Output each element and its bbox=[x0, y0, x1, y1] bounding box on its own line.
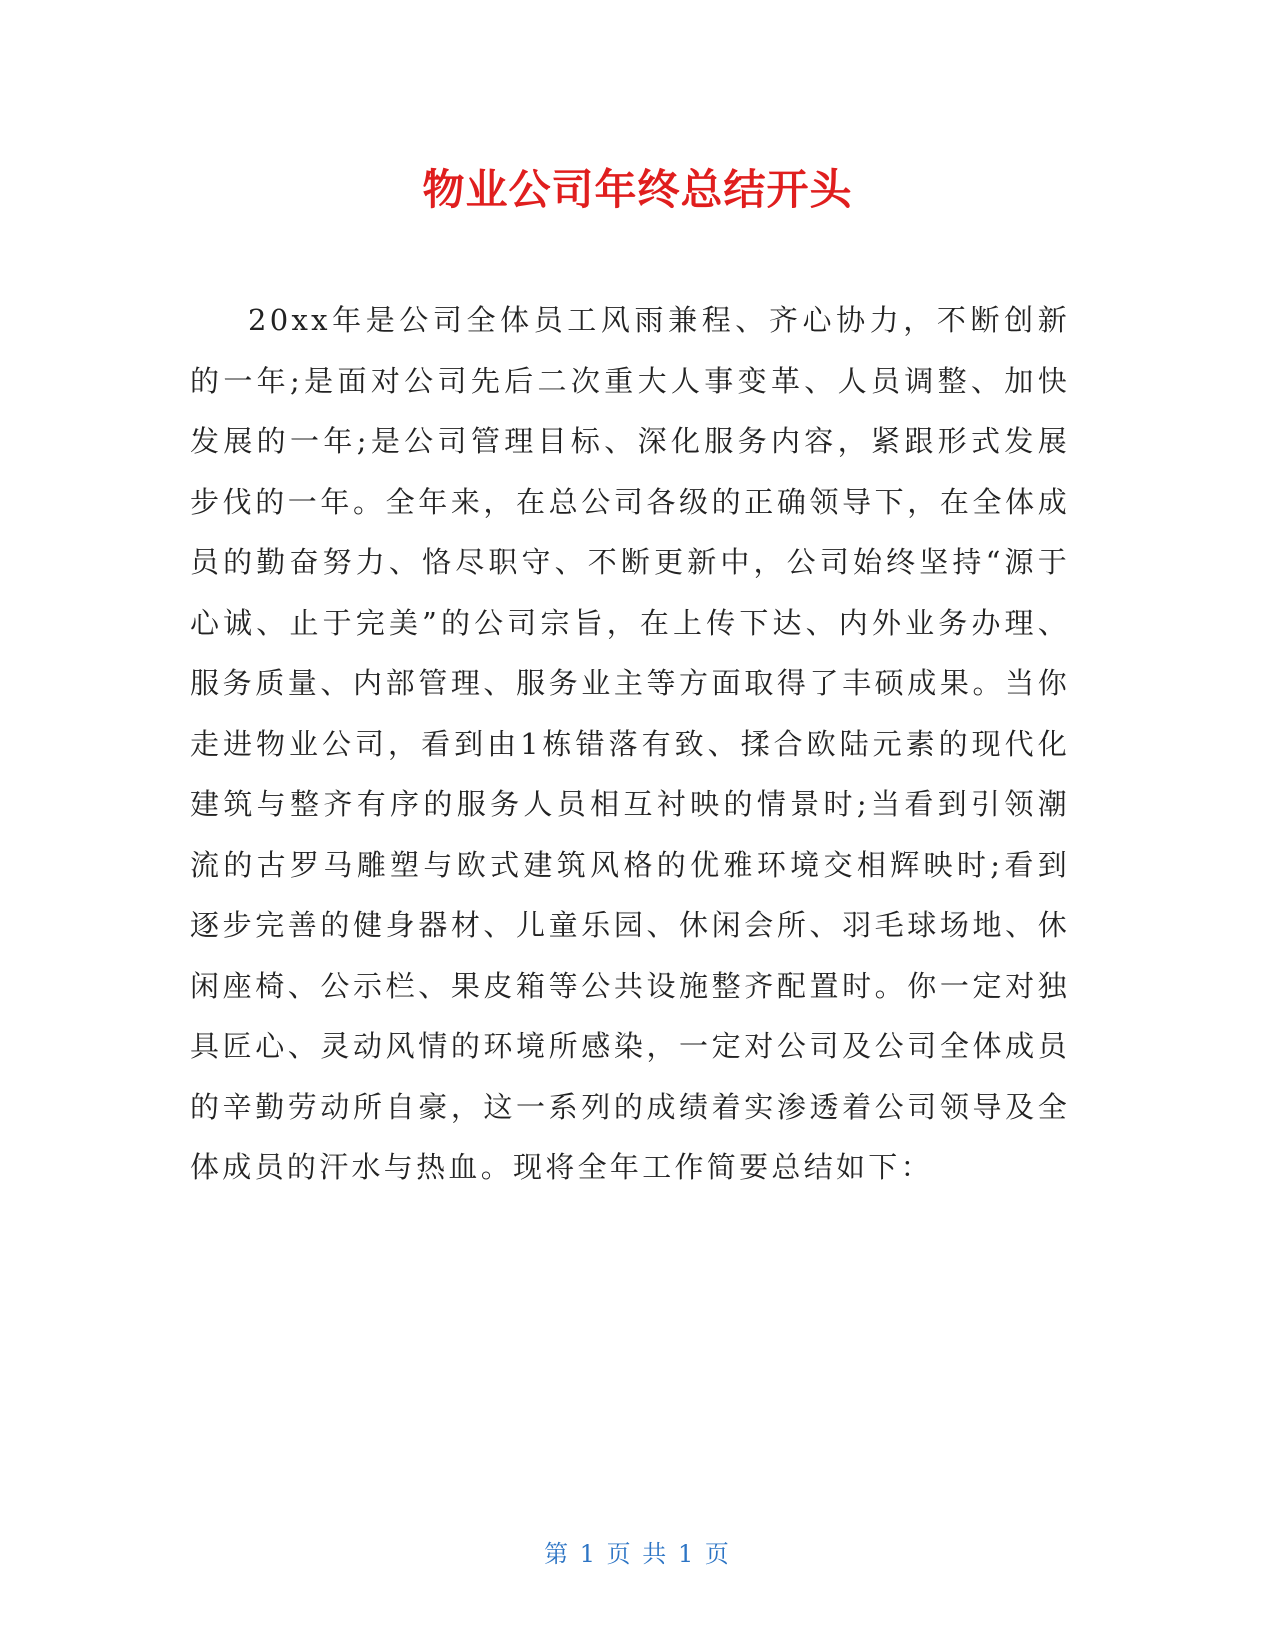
body-paragraph: 20xx年是公司全体员工风雨兼程、齐心协力，不断创新的一年;是面对公司先后二次重大人事变革、人员调整、加快发展的一年;是公司管理目标、深化服务内容，紧跟形式发展步伐的一年。全年来，在总公司各级的正确领导下，在全体成员的勤奋努力、恪尽职守、不断更新中，公司始终坚持“源于心诚、止于完美”的公司宗旨，在上传下达、内外业务办理、服务质量、内部管理、服务业主等方面取得了丰硕成果。当你走进物业公司，看到由1栋错落有致、揉合欧陆元素的现代化建筑与整齐有序的服务人员相互衬映的情景时;当看到引领潮流的古罗马雕塑与欧式建筑风格的优雅环境交相辉映时;看到逐步完善的健身器材、儿童乐园、休闲会所、羽毛球场地、休闲座椅、公示栏、果皮箱等公共设施整齐配置时。你一定对独具匠心、灵动风情的环境所感染，一定对公司及公司全体成员的辛勤劳动所自豪，这一系列的成绩着实渗透着公司领导及全体成员的汗水与热血。现将全年工作简要总结如下： bbox=[190, 303, 1070, 1184]
document-title: 物业公司年终总结开头 bbox=[422, 165, 853, 214]
page-footer: 第 1 页 共 1 页 bbox=[544, 1540, 731, 1568]
